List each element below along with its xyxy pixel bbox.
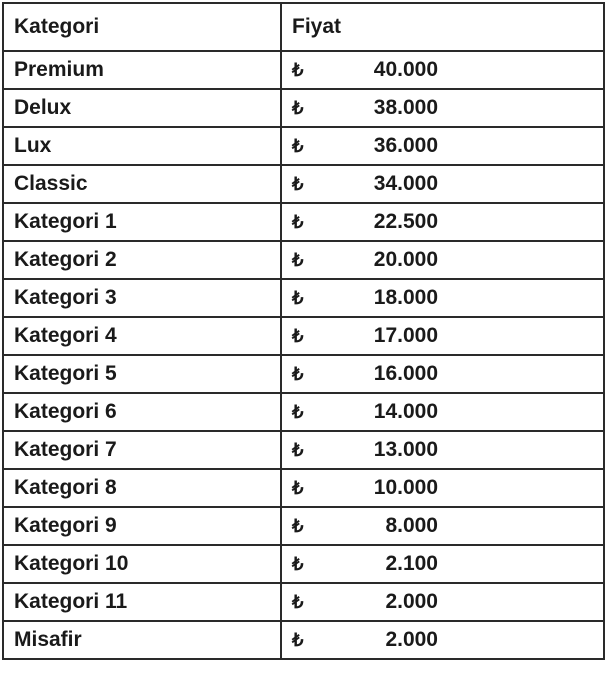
category-cell: Kategori 4	[3, 317, 281, 355]
price-value: 18.000	[373, 286, 438, 309]
header-price: Fiyat	[281, 3, 604, 51]
price-cell	[281, 89, 604, 127]
category-cell: Kategori 11	[3, 583, 281, 621]
table-row	[3, 317, 604, 355]
lira-icon: ₺	[292, 250, 304, 270]
table-row	[3, 355, 604, 393]
price-cell	[281, 279, 604, 317]
price-cell	[281, 507, 604, 545]
lira-icon: ₺	[292, 98, 304, 118]
lira-icon: ₺	[292, 478, 304, 498]
table-row	[3, 203, 604, 241]
table-row	[3, 545, 604, 583]
price-cell	[281, 165, 604, 203]
lira-icon: ₺	[292, 288, 304, 308]
lira-icon: ₺	[292, 212, 304, 232]
price-value: 17.000	[373, 324, 438, 347]
lira-icon: ₺	[292, 554, 304, 574]
table-row	[3, 241, 604, 279]
price-cell	[281, 317, 604, 355]
lira-icon: ₺	[292, 440, 304, 460]
price-cell	[281, 241, 604, 279]
table-row	[3, 89, 604, 127]
category-cell: Kategori 3	[3, 279, 281, 317]
price-cell	[281, 545, 604, 583]
category-cell: Kategori 10	[3, 545, 281, 583]
price-value: 2.000	[385, 590, 438, 613]
table-row	[3, 469, 604, 507]
price-value: 13.000	[373, 438, 438, 461]
table-header-row	[3, 3, 604, 51]
category-cell: Kategori 8	[3, 469, 281, 507]
table-row	[3, 279, 604, 317]
table-row	[3, 507, 604, 545]
price-value: 2.000	[385, 628, 438, 651]
table-row	[3, 127, 604, 165]
table-row	[3, 51, 604, 89]
price-value: 20.000	[373, 248, 438, 271]
price-value: 40.000	[373, 58, 438, 81]
lira-icon: ₺	[292, 630, 304, 650]
table-row	[3, 393, 604, 431]
price-value: 8.000	[385, 514, 438, 537]
price-cell	[281, 203, 604, 241]
category-cell: Premium	[3, 51, 281, 89]
price-value: 10.000	[373, 476, 438, 499]
category-cell: Kategori 6	[3, 393, 281, 431]
category-cell: Classic	[3, 165, 281, 203]
price-cell	[281, 51, 604, 89]
price-cell	[281, 621, 604, 659]
lira-icon: ₺	[292, 516, 304, 536]
price-table	[2, 2, 605, 660]
lira-icon: ₺	[292, 364, 304, 384]
price-value: 34.000	[373, 172, 438, 195]
price-cell	[281, 393, 604, 431]
table-row	[3, 165, 604, 203]
lira-icon: ₺	[292, 326, 304, 346]
header-category: Kategori	[3, 3, 281, 51]
lira-icon: ₺	[292, 136, 304, 156]
table-row	[3, 583, 604, 621]
category-cell: Kategori 1	[3, 203, 281, 241]
category-cell: Kategori 5	[3, 355, 281, 393]
price-cell	[281, 127, 604, 165]
price-cell	[281, 355, 604, 393]
lira-icon: ₺	[292, 60, 304, 80]
category-cell: Kategori 7	[3, 431, 281, 469]
table-row	[3, 431, 604, 469]
lira-icon: ₺	[292, 592, 304, 612]
price-value: 22.500	[373, 210, 438, 233]
price-value: 16.000	[373, 362, 438, 385]
table-row	[3, 621, 604, 659]
price-value: 38.000	[373, 96, 438, 119]
price-cell	[281, 583, 604, 621]
category-cell: Misafir	[3, 621, 281, 659]
price-value: 2.100	[385, 552, 438, 575]
lira-icon: ₺	[292, 402, 304, 422]
price-value: 14.000	[373, 400, 438, 423]
category-cell: Kategori 2	[3, 241, 281, 279]
category-cell: Kategori 9	[3, 507, 281, 545]
price-value: 36.000	[373, 134, 438, 157]
price-cell	[281, 431, 604, 469]
category-cell: Lux	[3, 127, 281, 165]
lira-icon: ₺	[292, 174, 304, 194]
price-cell	[281, 469, 604, 507]
category-cell: Delux	[3, 89, 281, 127]
